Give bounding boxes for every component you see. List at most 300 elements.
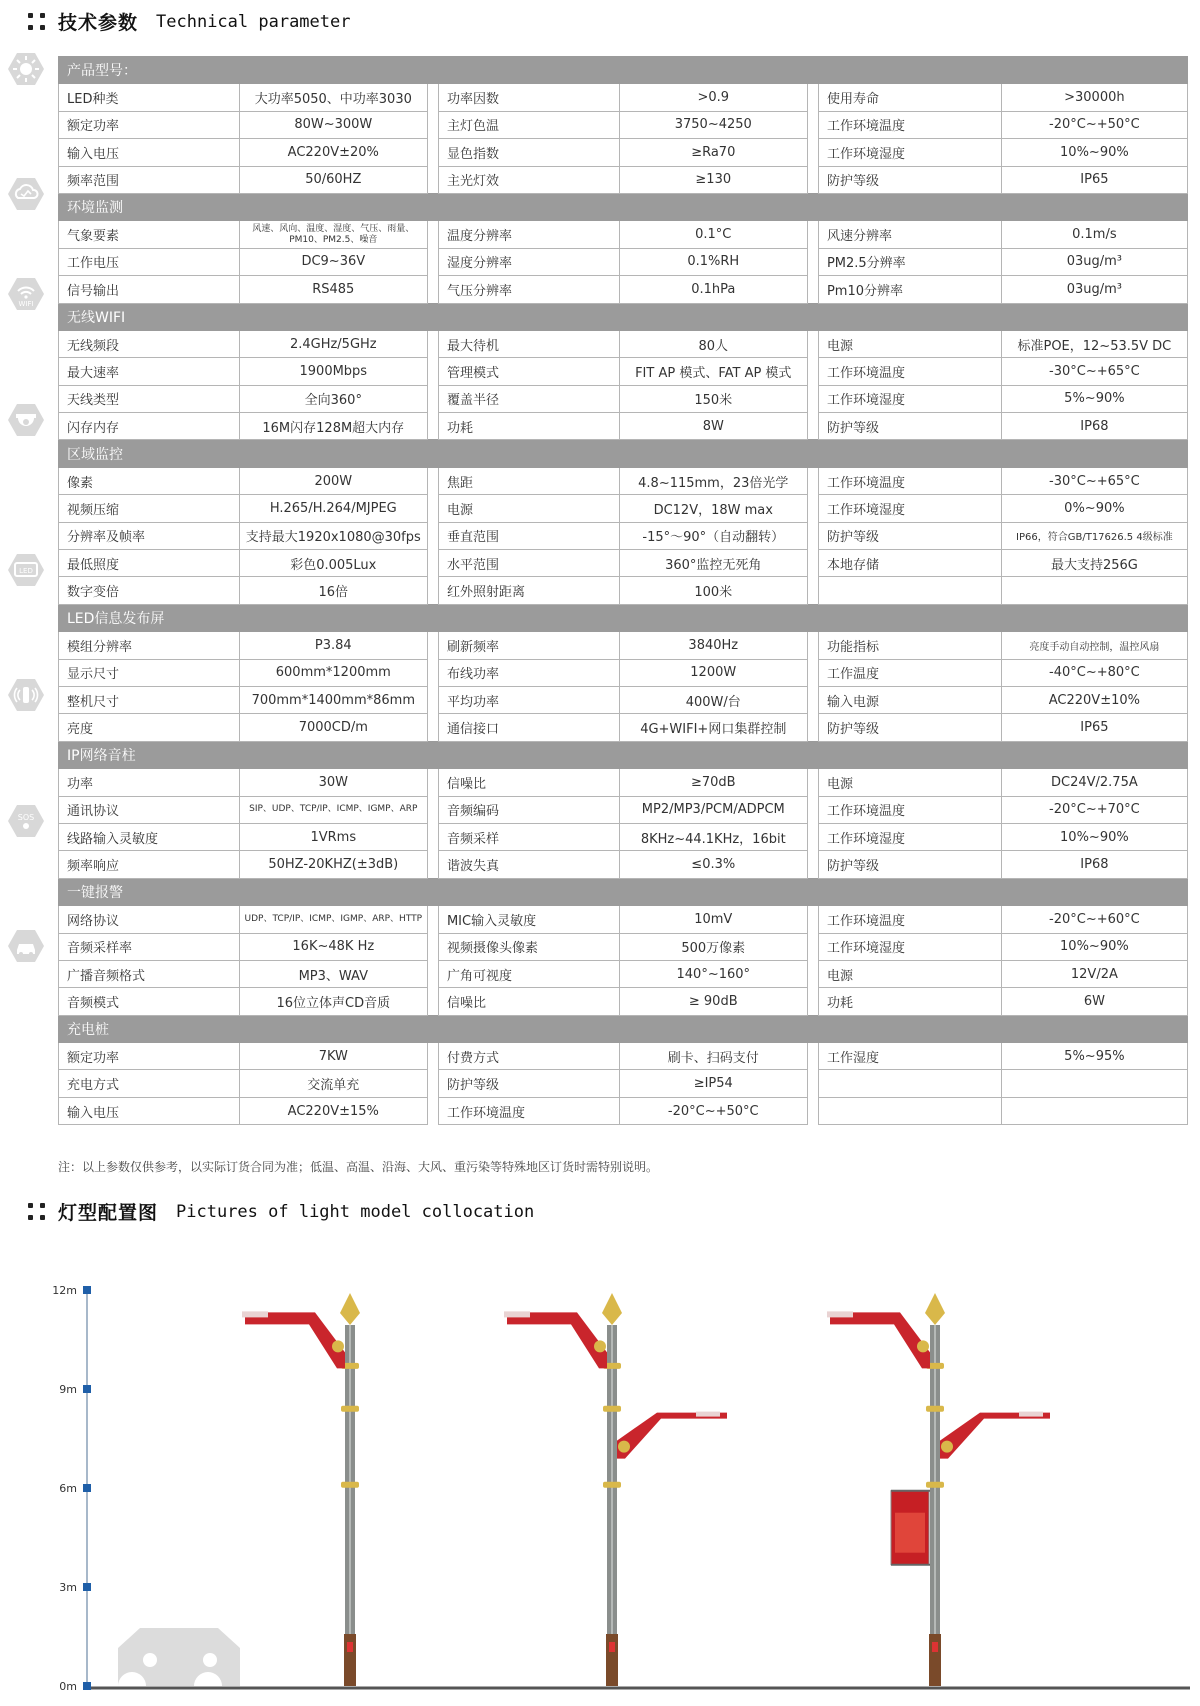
param-label: 显色指数 <box>438 139 619 166</box>
param-value: 亮度手动自动控制，温控风扇 <box>1001 632 1187 659</box>
pole-finial <box>340 1293 360 1325</box>
param-label: 频率响应 <box>59 851 240 878</box>
table-row <box>59 495 1188 522</box>
column-gap <box>807 906 818 933</box>
pole-finial <box>602 1293 622 1325</box>
param-label: 额定功率 <box>59 1043 240 1070</box>
table-row <box>59 769 1188 796</box>
pole-base-door <box>347 1642 353 1652</box>
column-gap <box>427 659 438 686</box>
param-label: 工作环境湿度 <box>818 385 1001 412</box>
param-value: 100米 <box>619 577 807 604</box>
param-label: 工作环境湿度 <box>818 933 1001 960</box>
param-value: 5%~90% <box>1001 385 1187 412</box>
param-label <box>818 1097 1001 1124</box>
category-title: 充电桩 <box>59 1015 1188 1042</box>
column-gap <box>427 632 438 659</box>
param-label: 覆盖半径 <box>438 385 619 412</box>
lamp-head <box>1019 1412 1043 1417</box>
pole-collar <box>926 1406 944 1412</box>
column-gap <box>427 823 438 850</box>
param-label <box>818 1070 1001 1097</box>
param-value: 0%~90% <box>1001 495 1187 522</box>
param-label: 显示尺寸 <box>59 659 240 686</box>
param-label: PM2.5分辨率 <box>818 248 1001 275</box>
param-value: UDP、TCP/IP、ICMP、IGMP、ARP、HTTP <box>239 906 427 933</box>
param-label: 本地存储 <box>818 550 1001 577</box>
column-gap <box>427 84 438 111</box>
param-value: DC9~36V <box>239 248 427 275</box>
column-gap <box>807 139 818 166</box>
param-label: 谐波失真 <box>438 851 619 878</box>
table-row <box>59 111 1188 138</box>
speaker-icon <box>7 676 45 714</box>
column-gap <box>807 769 818 796</box>
param-value: ≥70dB <box>619 769 807 796</box>
param-label: MIC输入灵敏度 <box>438 906 619 933</box>
param-value: 03ug/m³ <box>1001 276 1187 303</box>
param-value: 03ug/m³ <box>1001 248 1187 275</box>
table-row <box>59 139 1188 166</box>
param-label: 通信接口 <box>438 714 619 741</box>
column-gap <box>807 467 818 494</box>
param-label: 防护等级 <box>818 166 1001 193</box>
param-value: 12V/2A <box>1001 960 1187 987</box>
param-value: 4G+WIFI+网口集群控制 <box>619 714 807 741</box>
param-label: 主灯色温 <box>438 111 619 138</box>
param-label: 工作环境温度 <box>818 111 1001 138</box>
table-row <box>59 823 1188 850</box>
lamp-head <box>504 1311 530 1317</box>
param-label: 分辨率及帧率 <box>59 522 240 549</box>
param-label: 最大待机 <box>438 330 619 357</box>
column-gap <box>807 1043 818 1070</box>
param-value: ≥IP54 <box>619 1070 807 1097</box>
category-header <box>59 741 1188 768</box>
pole-base-door <box>609 1642 615 1652</box>
param-label: LED种类 <box>59 84 240 111</box>
lamp-arm-right <box>617 1413 727 1459</box>
param-value: 30W <box>239 769 427 796</box>
param-label: 防护等级 <box>818 413 1001 440</box>
lamp-arm-left <box>245 1312 345 1368</box>
axis-tick-mark <box>83 1484 91 1492</box>
car-headlight <box>203 1653 217 1667</box>
param-label: 工作环境温度 <box>818 796 1001 823</box>
banner-image <box>895 1513 925 1553</box>
param-label: 布线功率 <box>438 659 619 686</box>
category-header <box>59 604 1188 631</box>
param-value: 2.4GHz/5GHz <box>239 330 427 357</box>
column-gap <box>427 1097 438 1124</box>
pole-highlight <box>611 1325 613 1634</box>
axis-tick-mark <box>83 1682 91 1690</box>
section-title-cn: 技术参数 <box>58 12 139 34</box>
table-row <box>59 906 1188 933</box>
table-row <box>59 550 1188 577</box>
param-label: 工作温度 <box>818 659 1001 686</box>
light-model-diagram <box>0 1240 1200 1706</box>
column-gap <box>427 686 438 713</box>
emblem-icon <box>618 1441 630 1453</box>
param-label: 工作电压 <box>59 248 240 275</box>
table-row <box>59 358 1188 385</box>
param-label <box>818 577 1001 604</box>
param-value: 80W~300W <box>239 111 427 138</box>
category-header <box>59 193 1188 220</box>
led-screen-icon <box>7 551 45 589</box>
column-gap <box>427 960 438 987</box>
param-label: 音频编码 <box>438 796 619 823</box>
param-value: >0.9 <box>619 84 807 111</box>
param-label: 工作环境湿度 <box>818 823 1001 850</box>
param-label: 输入电压 <box>59 1097 240 1124</box>
param-value: MP3、WAV <box>239 960 427 987</box>
table-row <box>59 577 1188 604</box>
param-value: 400W/台 <box>619 686 807 713</box>
column-gap <box>807 495 818 522</box>
table-row <box>59 933 1188 960</box>
column-gap <box>427 358 438 385</box>
param-label: 气象要素 <box>59 221 240 248</box>
table-row <box>59 84 1188 111</box>
pole-base <box>606 1634 618 1686</box>
camera-icon <box>7 401 45 439</box>
param-label: 电源 <box>818 330 1001 357</box>
param-value: 8W <box>619 413 807 440</box>
param-value: ≥130 <box>619 166 807 193</box>
param-label: 音频采样 <box>438 823 619 850</box>
param-value: 200W <box>239 467 427 494</box>
table-row <box>59 796 1188 823</box>
param-label: 主光灯效 <box>438 166 619 193</box>
param-value: -15°～90°（自动翻转） <box>619 522 807 549</box>
emblem-icon <box>332 1340 344 1352</box>
column-gap <box>807 988 818 1015</box>
category-title: 无线WIFI <box>59 303 1188 330</box>
param-label: 信噪比 <box>438 988 619 1015</box>
section-title-cn: 灯型配置图 <box>58 1202 159 1224</box>
param-label: 防护等级 <box>438 1070 619 1097</box>
param-value <box>1001 1097 1187 1124</box>
column-gap <box>807 522 818 549</box>
car-headlight <box>143 1653 157 1667</box>
axis-tick-label: 6m <box>59 1482 77 1495</box>
column-gap <box>427 796 438 823</box>
param-value: -20°C~+60°C <box>1001 906 1187 933</box>
param-label: 平均功率 <box>438 686 619 713</box>
column-gap <box>427 111 438 138</box>
param-label: 最大速率 <box>59 358 240 385</box>
wifi-icon <box>7 275 45 313</box>
param-label: 垂直范围 <box>438 522 619 549</box>
column-gap <box>427 413 438 440</box>
param-label: 音频模式 <box>59 988 240 1015</box>
column-gap <box>427 906 438 933</box>
param-value: IP68 <box>1001 413 1187 440</box>
param-value: 10%~90% <box>1001 933 1187 960</box>
column-gap <box>427 577 438 604</box>
param-label: 输入电源 <box>818 686 1001 713</box>
param-value: -30°C~+65°C <box>1001 358 1187 385</box>
column-gap <box>427 330 438 357</box>
svg-text:WIFI: WIFI <box>18 300 34 309</box>
column-gap <box>807 686 818 713</box>
param-value: 50/60HZ <box>239 166 427 193</box>
param-label: 广播音频格式 <box>59 960 240 987</box>
table-row <box>59 467 1188 494</box>
table-row <box>59 276 1188 303</box>
param-value: 全向360° <box>239 385 427 412</box>
column-gap <box>427 467 438 494</box>
param-label: 数字变倍 <box>59 577 240 604</box>
column-gap <box>427 550 438 577</box>
sos-icon <box>7 802 45 840</box>
param-value: 600mm*1200mm <box>239 659 427 686</box>
pole-base <box>929 1634 941 1686</box>
param-value <box>1001 1070 1187 1097</box>
column-gap <box>427 1070 438 1097</box>
car-silhouette <box>118 1628 240 1686</box>
pole-collar <box>926 1482 944 1488</box>
param-value: 支持最大1920x1080@30fps <box>239 522 427 549</box>
column-gap <box>427 933 438 960</box>
param-value: 0.1°C <box>619 221 807 248</box>
param-label: 像素 <box>59 467 240 494</box>
footnote: 注：以上参数仅供参考，以实际订货合同为准；低温、高温、沿海、大风、重污染等特殊地区订货时需特别说明。 <box>58 1160 659 1174</box>
pole-collar <box>603 1406 621 1412</box>
table-row <box>59 413 1188 440</box>
column-gap <box>807 577 818 604</box>
param-value: >30000h <box>1001 84 1187 111</box>
param-value: MP2/MP3/PCM/ADPCM <box>619 796 807 823</box>
param-value: DC12V，18W max <box>619 495 807 522</box>
param-value: AC220V±20% <box>239 139 427 166</box>
svg-text:LED: LED <box>19 566 33 575</box>
pole-collar <box>341 1482 359 1488</box>
pole-collar <box>603 1482 621 1488</box>
column-gap <box>807 84 818 111</box>
param-value: 16倍 <box>239 577 427 604</box>
table-row <box>59 522 1188 549</box>
bullet-dots-icon <box>28 13 46 31</box>
param-label: 使用寿命 <box>818 84 1001 111</box>
param-value: 16K~48K Hz <box>239 933 427 960</box>
axis-tick-mark <box>83 1286 91 1294</box>
param-label: 视频压缩 <box>59 495 240 522</box>
param-value: -20°C~+70°C <box>1001 796 1187 823</box>
column-gap <box>807 714 818 741</box>
column-gap <box>427 988 438 1015</box>
param-value: 150米 <box>619 385 807 412</box>
axis-tick-label: 12m <box>52 1284 77 1297</box>
column-gap <box>807 823 818 850</box>
param-value: DC24V/2.75A <box>1001 769 1187 796</box>
column-gap <box>427 276 438 303</box>
bullet-dots-icon <box>28 1203 46 1221</box>
param-label: 电源 <box>818 960 1001 987</box>
table-row <box>59 1070 1188 1097</box>
table-row <box>59 166 1188 193</box>
table-row <box>59 248 1188 275</box>
param-value: AC220V±15% <box>239 1097 427 1124</box>
param-value: 10%~90% <box>1001 139 1187 166</box>
column-gap <box>427 166 438 193</box>
column-gap <box>427 522 438 549</box>
param-label: 闪存内存 <box>59 413 240 440</box>
column-gap <box>807 276 818 303</box>
axis-tick-mark <box>83 1583 91 1591</box>
param-value: 最大支持256G <box>1001 550 1187 577</box>
table-row <box>59 714 1188 741</box>
param-label: 温度分辨率 <box>438 221 619 248</box>
param-label: 付费方式 <box>438 1043 619 1070</box>
table-row <box>59 988 1188 1015</box>
param-label: 信号输出 <box>59 276 240 303</box>
param-label: 额定功率 <box>59 111 240 138</box>
param-label: 工作环境湿度 <box>818 139 1001 166</box>
table-row <box>59 330 1188 357</box>
column-gap <box>807 358 818 385</box>
param-label: 亮度 <box>59 714 240 741</box>
param-value: P3.84 <box>239 632 427 659</box>
param-label: 功耗 <box>818 988 1001 1015</box>
column-gap <box>807 1070 818 1097</box>
param-value: H.265/H.264/MJPEG <box>239 495 427 522</box>
param-value: 10mV <box>619 906 807 933</box>
cloud-monitor-icon <box>7 175 45 213</box>
param-label: 防护等级 <box>818 522 1001 549</box>
param-label: 功能指标 <box>818 632 1001 659</box>
param-value: ≥Ra70 <box>619 139 807 166</box>
column-gap <box>807 248 818 275</box>
category-header <box>59 57 1188 84</box>
param-value: FIT AP 模式、FAT AP 模式 <box>619 358 807 385</box>
param-label: 防护等级 <box>818 851 1001 878</box>
param-label: 天线类型 <box>59 385 240 412</box>
param-value: 彩色0.005Lux <box>239 550 427 577</box>
param-label: 工作环境湿度 <box>818 495 1001 522</box>
param-value: 3750~4250 <box>619 111 807 138</box>
param-label: 充电方式 <box>59 1070 240 1097</box>
param-label: 通讯协议 <box>59 796 240 823</box>
emblem-icon <box>594 1340 606 1352</box>
column-gap <box>807 413 818 440</box>
column-gap <box>807 659 818 686</box>
column-gap <box>427 221 438 248</box>
emblem-icon <box>941 1441 953 1453</box>
column-gap <box>807 796 818 823</box>
param-value: 700mm*1400mm*86mm <box>239 686 427 713</box>
param-label: 工作环境温度 <box>818 906 1001 933</box>
param-label: 管理模式 <box>438 358 619 385</box>
param-value: 0.1%RH <box>619 248 807 275</box>
param-label: 视频摄像头像素 <box>438 933 619 960</box>
pole-highlight <box>934 1325 936 1634</box>
param-value: 140°~160° <box>619 960 807 987</box>
param-value: 80人 <box>619 330 807 357</box>
table-row <box>59 385 1188 412</box>
category-header <box>59 1015 1188 1042</box>
param-label: 输入电压 <box>59 139 240 166</box>
param-label: 工作环境温度 <box>818 467 1001 494</box>
section-title-en: Pictures of light model collocation <box>176 1201 535 1222</box>
svg-text:SOS: SOS <box>17 812 35 822</box>
category-title: IP网络音柱 <box>59 741 1188 768</box>
column-gap <box>427 248 438 275</box>
param-label: 音频采样率 <box>59 933 240 960</box>
param-label: 水平范围 <box>438 550 619 577</box>
param-label: 功耗 <box>438 413 619 440</box>
param-label: 线路输入灵敏度 <box>59 823 240 850</box>
axis-tick-label: 9m <box>59 1383 77 1396</box>
param-label: 风速分辨率 <box>818 221 1001 248</box>
table-row <box>59 851 1188 878</box>
param-value: 风速、风向、温度、湿度、气压、雨量、PM10、PM2.5、噪音 <box>239 221 427 248</box>
lamp-arm-right <box>940 1413 1050 1459</box>
param-label: 信噪比 <box>438 769 619 796</box>
param-value: 3840Hz <box>619 632 807 659</box>
param-label: 电源 <box>818 769 1001 796</box>
param-label: 广角可视度 <box>438 960 619 987</box>
param-value: 7000CD/m <box>239 714 427 741</box>
column-gap <box>807 550 818 577</box>
param-label: 网络协议 <box>59 906 240 933</box>
param-value: 5%~95% <box>1001 1043 1187 1070</box>
lamp-head <box>696 1412 720 1417</box>
param-label: 无线频段 <box>59 330 240 357</box>
param-label: 最低照度 <box>59 550 240 577</box>
category-header <box>59 440 1188 467</box>
column-gap <box>807 960 818 987</box>
param-value: SIP、UDP、TCP/IP、ICMP、IGMP、ARP <box>239 796 427 823</box>
table-row <box>59 960 1188 987</box>
table-row <box>59 1043 1188 1070</box>
category-title: 环境监测 <box>59 193 1188 220</box>
param-label: 防护等级 <box>818 714 1001 741</box>
param-value: 1200W <box>619 659 807 686</box>
param-value: 10%~90% <box>1001 823 1187 850</box>
param-label: 气压分辨率 <box>438 276 619 303</box>
category-title: 产品型号： <box>59 57 1188 84</box>
param-value: 交流单充 <box>239 1070 427 1097</box>
param-label: Pm10分辨率 <box>818 276 1001 303</box>
param-value: -40°C~+80°C <box>1001 659 1187 686</box>
param-value: 360°监控无死角 <box>619 550 807 577</box>
sun-icon <box>7 50 45 88</box>
param-label: 功率 <box>59 769 240 796</box>
param-value: 标准POE，12~53.5V DC <box>1001 330 1187 357</box>
category-title: 一键报警 <box>59 878 1188 905</box>
param-label: 红外照射距离 <box>438 577 619 604</box>
param-value: AC220V±10% <box>1001 686 1187 713</box>
param-value: 1900Mbps <box>239 358 427 385</box>
param-label: 焦距 <box>438 467 619 494</box>
section-title-en: Technical parameter <box>156 11 351 32</box>
param-value <box>1001 577 1187 604</box>
category-header <box>59 878 1188 905</box>
column-gap <box>427 385 438 412</box>
param-value: 0.1m/s <box>1001 221 1187 248</box>
column-gap <box>427 139 438 166</box>
pole-collar <box>341 1406 359 1412</box>
lamp-head <box>827 1311 853 1317</box>
axis-tick-label: 0m <box>59 1680 77 1693</box>
lamp-arm-left <box>507 1312 607 1368</box>
category-title: LED信息发布屏 <box>59 604 1188 631</box>
param-value: -20°C~+50°C <box>619 1097 807 1124</box>
param-value: 50HZ-20KHZ(±3dB) <box>239 851 427 878</box>
